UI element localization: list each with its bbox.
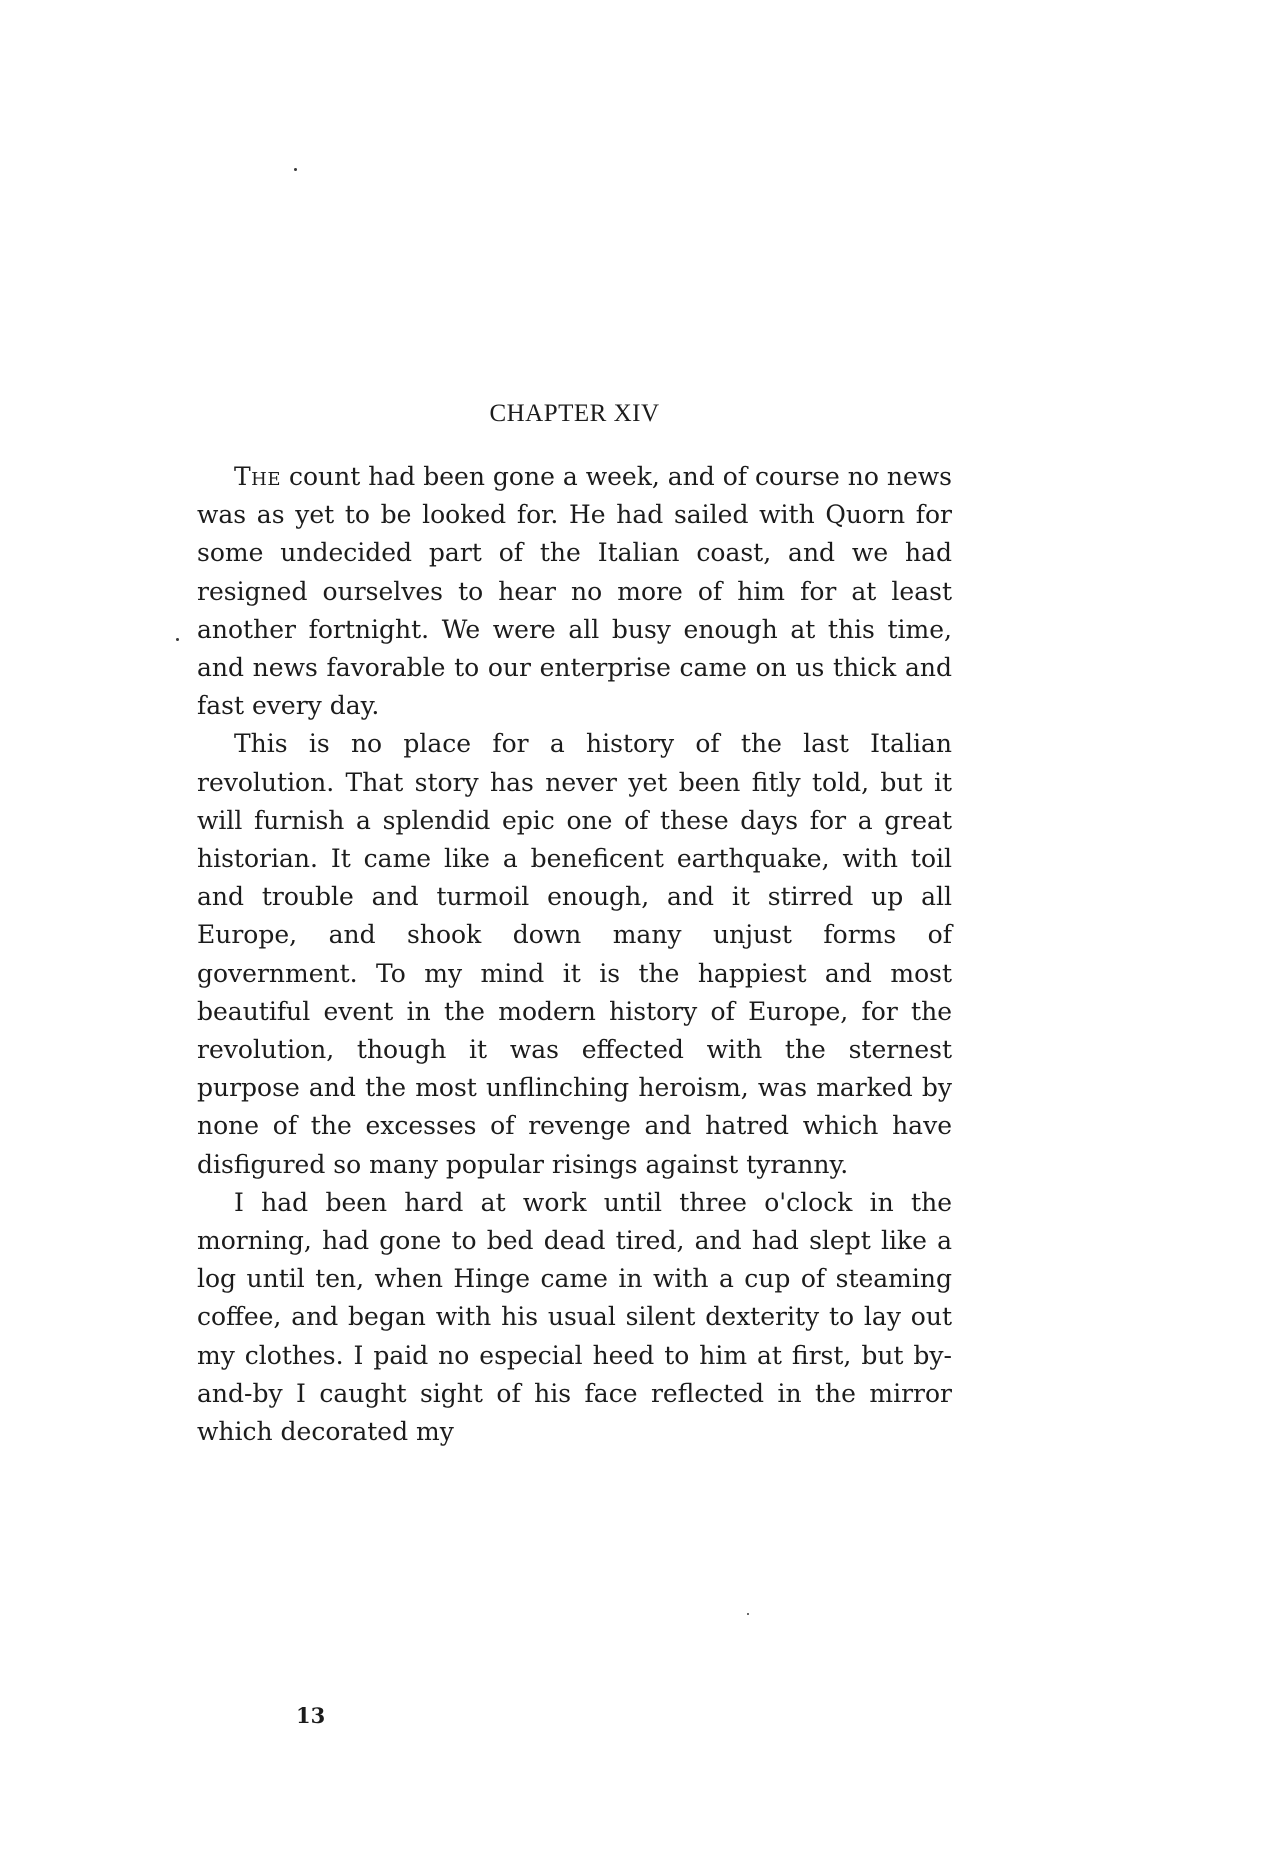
paragraph-lead-word: The (234, 462, 282, 491)
page-number: 13 (296, 1703, 326, 1728)
chapter-heading: CHAPTER XIV (489, 400, 660, 427)
paragraph (197, 1184, 952, 1451)
ink-speck (747, 1613, 749, 1615)
ink-speck (294, 168, 297, 171)
paragraph-text: This is no place for a history of the last Italian revolution. That story has never yet been fitly told, but it will furnish a splendid epic one of these days for a great historian. It came like a beneficent earthquake, with toil and trouble and turmoil enough, and it stirred up all Europe, and shook down many unjust forms of government. To my mind it is the happiest and most beautiful event in the modern history of Europe, for the revolution, though it was effected with the sternest purpose and the most unflinching heroism, was marked by none of the excesses of revenge and hatred which have disfigured so many popular risings against tyranny. (197, 729, 952, 1179)
chapter-body (197, 458, 952, 1451)
ink-speck (176, 638, 179, 641)
paragraph-text: count had been gone a week, and of course no news was as yet to be looked for. He had sailed with Quorn for some undecided part of the Italian coast, and we had resigned ourselves to hear no more of him for at least another fortnight. We were all busy enough at this time, and news favorable to our enterprise came on us thick and fast every day. (197, 462, 952, 721)
paragraph (197, 458, 952, 725)
paragraph-text: I had been hard at work until three o'clock in the morning, had gone to bed dead tired, and had slept like a log until ten, when Hinge came in with a cup of steaming coffee, and began with his usual silent dexterity to lay out my clothes. I paid no especial heed to him at first, but by-and-by I caught sight of his face reflected in the mirror which decorated my (197, 1187, 952, 1447)
paragraph (197, 725, 952, 1183)
